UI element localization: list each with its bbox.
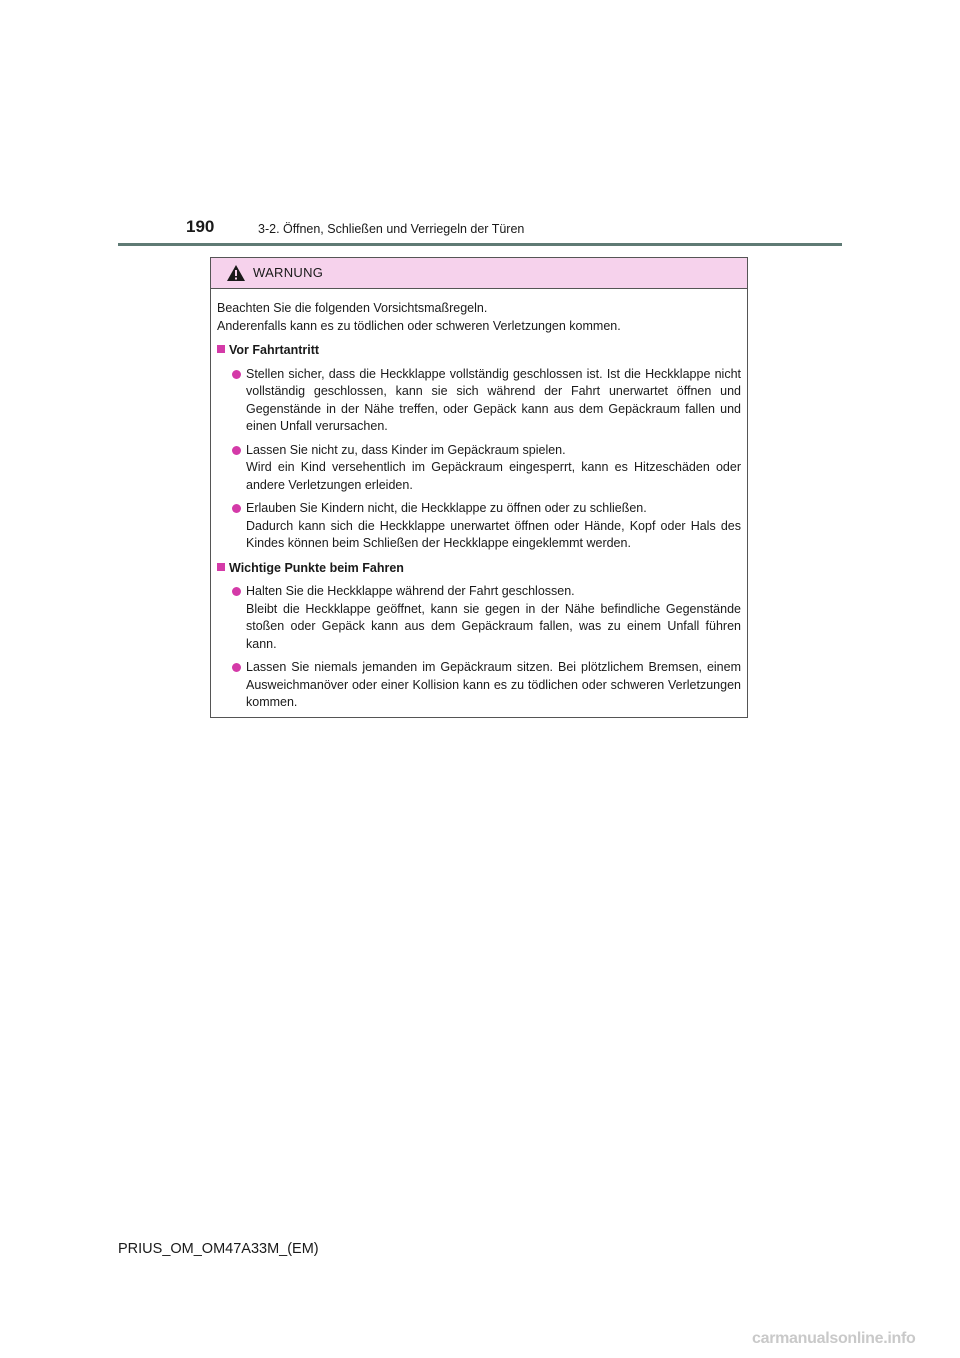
dot-bullet-icon [232,446,241,455]
list-item [217,583,741,653]
dot-bullet-icon [232,663,241,672]
warning-box [210,257,748,718]
watermark: carmanualsonline.info [752,1330,916,1347]
section-while-driving [217,560,741,712]
section-heading [217,560,741,578]
dot-bullet-icon [232,504,241,513]
item-text: Lassen Sie nicht zu, dass Kinder im Gepäckraum spielen. [246,442,566,457]
section-heading [217,342,741,360]
square-bullet-icon [217,563,225,571]
item-text: Wird ein Kind versehentlich im Gepäckraum eingesperrt, kann es Hitzeschäden oder andere Verletzungen erleiden. [246,460,741,492]
item-text: Dadurch kann sich die Heckklappe unerwartet öffnen oder Hände, Kopf oder Hals des Kindes können beim Schließen der Heckklappe eingeklemmt werden. [246,518,741,550]
section-heading-text: Wichtige Punkte beim Fahren [229,560,404,575]
dot-bullet-icon [232,370,241,379]
section-title: 3-2. Öffnen, Schließen und Verriegeln der Türen [258,222,525,236]
warning-intro [217,300,741,335]
item-text: Halten Sie die Heckklappe während der Fahrt geschlossen. [246,584,575,598]
warning-title: WARNUNG [253,265,324,280]
item-text: Bleibt die Heckklappe geöffnet, kann sie gegen in der Nähe befindliche Gegenstände stoßen oder Gepäck kann aus dem Gepäckraum fallen, was zu einem Unfall führen kann. [246,601,741,651]
square-bullet-icon [217,345,225,353]
list-item [217,366,741,436]
warning-triangle-icon [226,264,246,282]
item-text: Lassen Sie niemals jemanden im Gepäckraum sitzen. Bei plötzlichem Bremsen, einem Ausweichmanöver oder einer Kollision kann es zu tödlichen oder schweren Verletzungen kommen. [246,660,741,709]
list-item [217,500,741,553]
page-number: 190 [186,217,215,236]
list-item [217,659,741,712]
header-divider [118,243,842,246]
intro-line: Beachten Sie die folgenden Vorsichtsmaßregeln. [217,301,488,315]
intro-line: Anderenfalls kann es zu tödlichen oder schweren Verletzungen kommen. [217,318,621,333]
warning-body [211,289,747,712]
dot-bullet-icon [232,587,241,596]
document-code: PRIUS_OM_OM47A33M_(EM) [118,1241,319,1257]
section-before-driving [217,342,741,553]
item-text: Stellen sicher, dass die Heckklappe vollständig geschlossen ist. Ist die Heckklappe nicht vollständig geschlossen, kann sie sich während der Fahrt unerwartet öffnen und Gegenstände in der Nähe treffen, oder Gepäck kann aus dem Gepäckraum fallen und einen Unfall verursachen. [246,366,741,433]
warning-header [211,258,747,289]
item-text: Erlauben Sie Kindern nicht, die Heckklappe zu öffnen oder zu schließen. [246,501,647,515]
list-item [217,442,741,495]
section-heading-text: Vor Fahrtantritt [229,343,320,357]
